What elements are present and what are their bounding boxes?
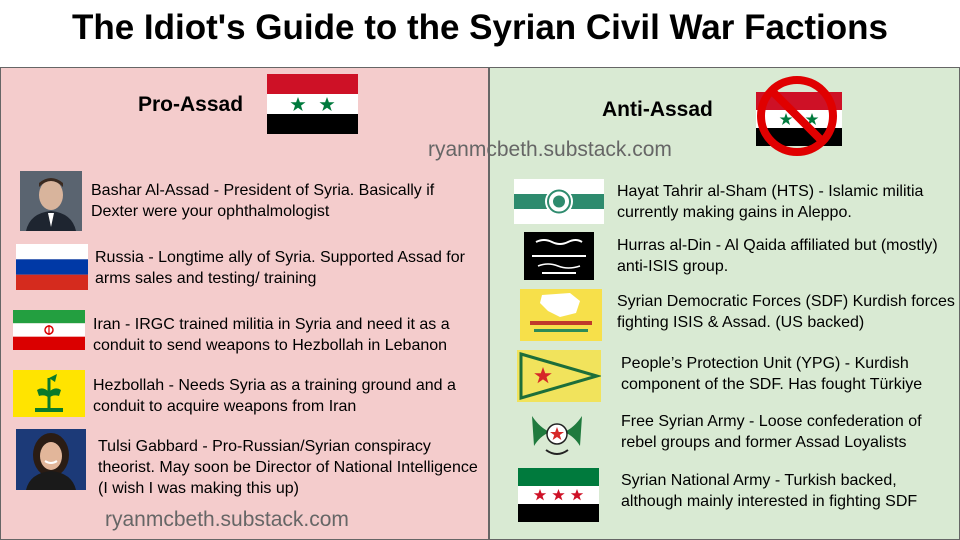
hurras-flag-icon (524, 232, 594, 280)
watermark-text: ryanmcbeth.substack.com (428, 138, 672, 161)
anti-item-fsa-text: Free Syrian Army - Loose confederation of rebel groups and former Assad Loyalists (621, 413, 922, 451)
sna-flag-icon (518, 468, 599, 522)
hezbollah-flag-icon (13, 370, 85, 417)
anti-assad-panel (428, 67, 960, 540)
russia-flag-icon (16, 244, 88, 290)
anti-assad-heading: Anti-Assad (602, 98, 713, 121)
hts-flag-icon (514, 179, 604, 224)
pro-item-iran-text: Iran - IRGC trained militia in Syria and need it as a conduit to send weapons to Hezbollah in Lebanon (93, 316, 450, 354)
pro-assad-heading: Pro-Assad (138, 93, 244, 116)
ypg-flag-icon (517, 350, 601, 402)
anti-item-sdf-text: Syrian Democratic Forces (SDF) Kurdish forces fighting ISIS & Assad. (US backed) (617, 293, 955, 331)
watermark-text: ryanmcbeth.substack.com (105, 508, 349, 531)
pro-item-russia-text: Russia - Longtime ally of Syria. Supported Assad for arms sales and testing/ training (95, 249, 465, 287)
anti-item-ypg-text: People’s Protection Unit (YPG) - Kurdish component of the SDF. Has fought Türkiye (621, 355, 923, 393)
no-syria-flag-icon (752, 74, 844, 160)
pro-item-hezbollah-text: Hezbollah - Needs Syria as a training ground and a conduit to acquire weapons from Iran (93, 377, 456, 415)
syria-flag-icon (267, 74, 358, 134)
anti-item-sna-text: Syrian National Army - Turkish backed, although mainly interested in fighting SDF (621, 472, 918, 510)
sdf-flag-icon (520, 289, 602, 341)
fsa-emblem-icon (526, 408, 588, 464)
pro-item-gabbard-text: Tulsi Gabbard - Pro-Russian/Syrian conspiracy theorist. May soon be Director of National Intelligence (I wish I was making this up) (98, 438, 478, 497)
pro-assad-panel (0, 67, 489, 540)
iran-flag-icon (13, 310, 85, 350)
anti-item-hts-text: Hayat Tahrir al-Sham (HTS) - Islamic militia currently making gains in Aleppo. (617, 183, 924, 221)
anti-item-hurras-text: Hurras al-Din - Al Qaida affiliated but (mostly) anti-ISIS group. (617, 237, 938, 275)
pro-item-assad-text: Bashar Al-Assad - President of Syria. Basically if Dexter were your ophthalmologist (91, 182, 435, 220)
portrait-icon (20, 171, 82, 231)
page-title: The Idiot's Guide to the Syrian Civil War Factions (71, 8, 889, 47)
portrait-icon (16, 429, 86, 490)
